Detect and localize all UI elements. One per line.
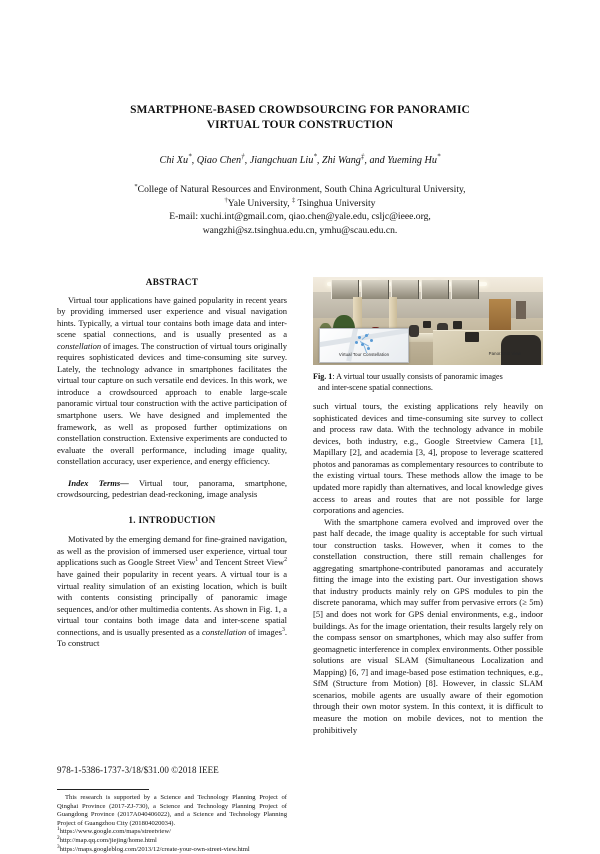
monitor	[453, 321, 462, 329]
paper-content	[57, 103, 543, 853]
title-line-1: SMARTPHONE-BASED CROWDSOURCING FOR PANORAMIC	[130, 104, 470, 116]
two-column-body	[57, 277, 543, 807]
index-terms	[57, 478, 287, 501]
figure-caption-separator: :	[332, 372, 337, 381]
introduction-paragraph-1: Motivated by the emerging demand for fine-grained navigation, as well as the provision of immersed user experience, virtual tour applications such as Google Street View$^1$ and Tencent Street View$^2$ have gained their popularity in recent years. A virtual tour is a virtual reality simulation of an existing location, which is built with contents consisting principally of panoramic image sequences, and/or other multimedia contents. As shown in Fig. 1, a virtual tour contains both image data and inter-scene spatial connections, and is usually presented as a constellation of images$^3$. To construct	[57, 534, 287, 649]
footnote-url-3-text: https://maps.googleblog.com/2013/12/create-your-own-street-view.html	[59, 845, 250, 853]
introduction-heading: 1. INTRODUCTION	[128, 514, 216, 525]
footnote-rule	[57, 789, 149, 790]
office-chair	[409, 325, 419, 337]
footnote-block	[57, 789, 287, 854]
inset-node	[355, 341, 358, 344]
footnote-marker-2: 2	[57, 834, 60, 841]
inset-node	[361, 343, 364, 346]
window-pane	[451, 280, 479, 299]
footnote-url-2-text: http://map.qq.com/jiejing/home.html	[59, 836, 157, 844]
index-terms-label: Index Terms—	[68, 477, 129, 488]
constellation-inset	[319, 328, 409, 363]
author-list: Chi Xu*, Qiao Chen†, Jiangchuan Liu*, Zhi Wang‡, and Yueming Hu*	[159, 154, 441, 167]
figure-1	[313, 277, 543, 393]
title-line-2: VIRTUAL TOUR CONSTRUCTION	[206, 119, 394, 132]
figure-caption-line-1: A virtual tour usually consists of panoramic images	[336, 372, 503, 381]
right-column-paragraph-2: With the smartphone camera evolved and improved over the past half decade, the image quality is acceptable for such virtual tour construction tasks. However, when it comes to the constellation construction, there still remain challenges for aggregating smartphone-contributed panoramas and accurately fitting the image into the existing part. Our investigation shows that industry products mainly rely on GPS modules to pin the discrete panorama, which may suffer from pervasive errors (≥ 5m) [5] and does not work for GPS denial environments, e.g., indoor buildings. As for the image orientation, their results largely rely on the compass sensor on smartphones, which may also suffer from geomagnetic interference in complex environments. Other possible solutions are visual SLAM (Simultaneous Localization and Mapping) [6, 7] and image-based pose estimation techniques, e.g., SfM (Structure from Motion) [8]. However, in classic SLAM scenarios, mobile agents are usually aware of their egomotion through their own motor system. In this context, it is difficult to measure the motion on mobile devices, not to mention the prohibitively	[313, 516, 543, 735]
monitor	[423, 321, 431, 328]
affiliation-block	[57, 183, 543, 237]
footnote-funding: This research is supported by a Science and Technology Planning Project of Qinghai Province (2017-ZJ-730), a Science and Technology Planning Project of Guangdong Province (2017A040406022), and a Science and Technology Planning Project of Guangzhou City (201804020034).	[57, 794, 287, 827]
panorama-view-label: Panoramic View	[488, 351, 521, 357]
footnote-marker-3: 3	[57, 843, 60, 850]
email-line-1: E-mail: xuchi.int@gmail.com, qiao.chen@yale.edu, csljc@ieee.org,	[169, 211, 431, 223]
abstract-heading: ABSTRACT	[145, 277, 199, 287]
window-pane	[361, 280, 389, 299]
wall-picture	[516, 301, 526, 319]
bookshelf	[489, 299, 511, 333]
figure-caption-label: Fig. 1	[313, 372, 333, 381]
affiliation-line-1: *College of Natural Resources and Environment, South China Agricultural University,	[134, 183, 466, 196]
page-title	[100, 103, 500, 133]
footnote-marker-1: 1	[57, 826, 60, 833]
copyright-line: 978-1-5386-1737-3/18/$31.00 ©2018 IEEE	[57, 765, 219, 775]
inset-node	[365, 334, 368, 337]
footnote-url-2	[57, 834, 287, 846]
email-line-2: wangzhi@sz.tsinghua.edu.cn, ymhu@scau.edu.cn.	[202, 224, 398, 236]
figure-1-panorama-image	[313, 277, 543, 365]
constellation-inset-label: Virtual Tour Constellation	[338, 352, 390, 358]
monitor	[465, 332, 479, 342]
affiliation-line-2: †Yale University, ‡ Tsinghua University	[224, 196, 376, 209]
abstract-text: Virtual tour applications have gained popularity in recent years by providing immersed user experience and visual navigation hints. Typically, a virtual tour contains both image data and inter-scene spatial connections, and is usually presented as a constellation of images. The construction of virtual tours originally requires sophisticated devices and time-consuming site survey. Lately, the technology advance in smartphones facilitates the virtual tour capture on such versatile end devices. In this work, we introduce a crowdsourced approach to enable large-scale panoramic virtual tour construction with the active participation of smartphone users. We have designed and implemented the framework, as well as proposed further optimizations on constellation construction. Extensive experiments are conducted to evaluate the overall performance, including image quality, constellation accuracy, user experience, and energy efficiency.	[57, 294, 287, 467]
right-column-paragraph-1: such virtual tours, the existing applications rely heavily on sophisticated devices and time-consuming site survey to collect and process raw data. With the technology advance in mobile devices, both industry, e.g., Google Streetview Camera [1], Mapillary [2], and academia [3, 4], propose to leverage scattered photos and panoramas as complementary resources to contribute to the existing virtual tours. These methods allow the image to be updated more rapidly than alternatives, and local knowledge gives access to areas and routes that are not possible for large corporations and agencies.	[313, 401, 543, 516]
left-column	[57, 277, 287, 650]
inset-node	[358, 336, 361, 339]
right-column	[313, 277, 543, 736]
figure-1-caption	[313, 372, 543, 393]
figure-caption-line-2: and inter-scene spatial connections.	[318, 382, 433, 392]
window-pane	[421, 280, 449, 299]
index-terms-list: Virtual tour, panorama, smartphone, crowdsourcing, pedestrian dead-reckoning, image analysis	[57, 477, 287, 500]
footnote-url-1	[57, 828, 287, 837]
footnote-url-1-text: https://www.google.com/maps/streetview/	[59, 828, 171, 836]
inset-node	[370, 339, 373, 342]
